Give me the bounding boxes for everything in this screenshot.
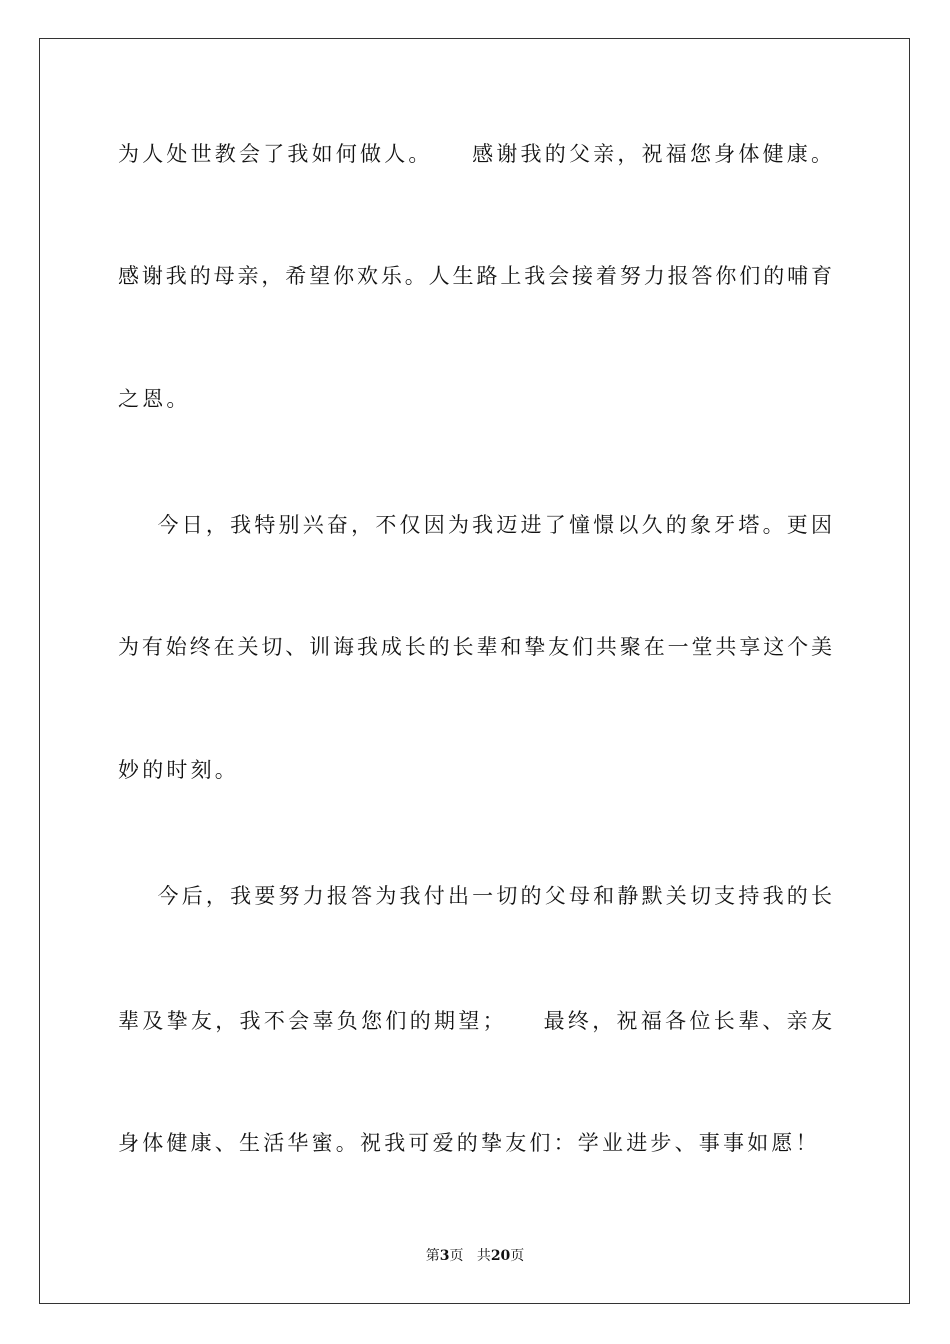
text-line-4: 今日，我特别兴奋，不仅因为我迈进了憧憬以久的象牙塔。更因 bbox=[118, 513, 832, 537]
total-pages: 20 bbox=[490, 1248, 511, 1264]
total-suffix: 页 bbox=[510, 1248, 525, 1264]
text-line-6: 妙的时刻。 bbox=[118, 758, 239, 782]
text-line-9: 身体健康、生活华蜜。祝我可爱的挚友们：学业进步、事事如愿！ bbox=[118, 1131, 820, 1155]
text-line-8: 辈及挚友，我不会辜负您们的期望； 最终，祝福各位长辈、亲友 bbox=[118, 1009, 832, 1033]
page-prefix: 第 bbox=[425, 1248, 440, 1264]
page-number: 3 bbox=[439, 1248, 450, 1264]
text-line-2: 感谢我的母亲，希望你欢乐。人生路上我会接着努力报答你们的哺育 bbox=[118, 264, 832, 288]
text-line-1: 为人处世教会了我如何做人。 感谢我的父亲，祝福您身体健康。 bbox=[118, 142, 832, 166]
text-line-5: 为有始终在关切、训诲我成长的长辈和挚友们共聚在一堂共享这个美 bbox=[118, 635, 832, 659]
page-suffix: 页 bbox=[449, 1248, 464, 1264]
page-footer bbox=[0, 1246, 950, 1266]
total-prefix: 共 bbox=[476, 1248, 491, 1264]
page-border bbox=[39, 38, 910, 1304]
text-line-7: 今后，我要努力报答为我付出一切的父母和静默关切支持我的长 bbox=[118, 884, 832, 908]
text-line-3: 之恩。 bbox=[118, 387, 191, 411]
